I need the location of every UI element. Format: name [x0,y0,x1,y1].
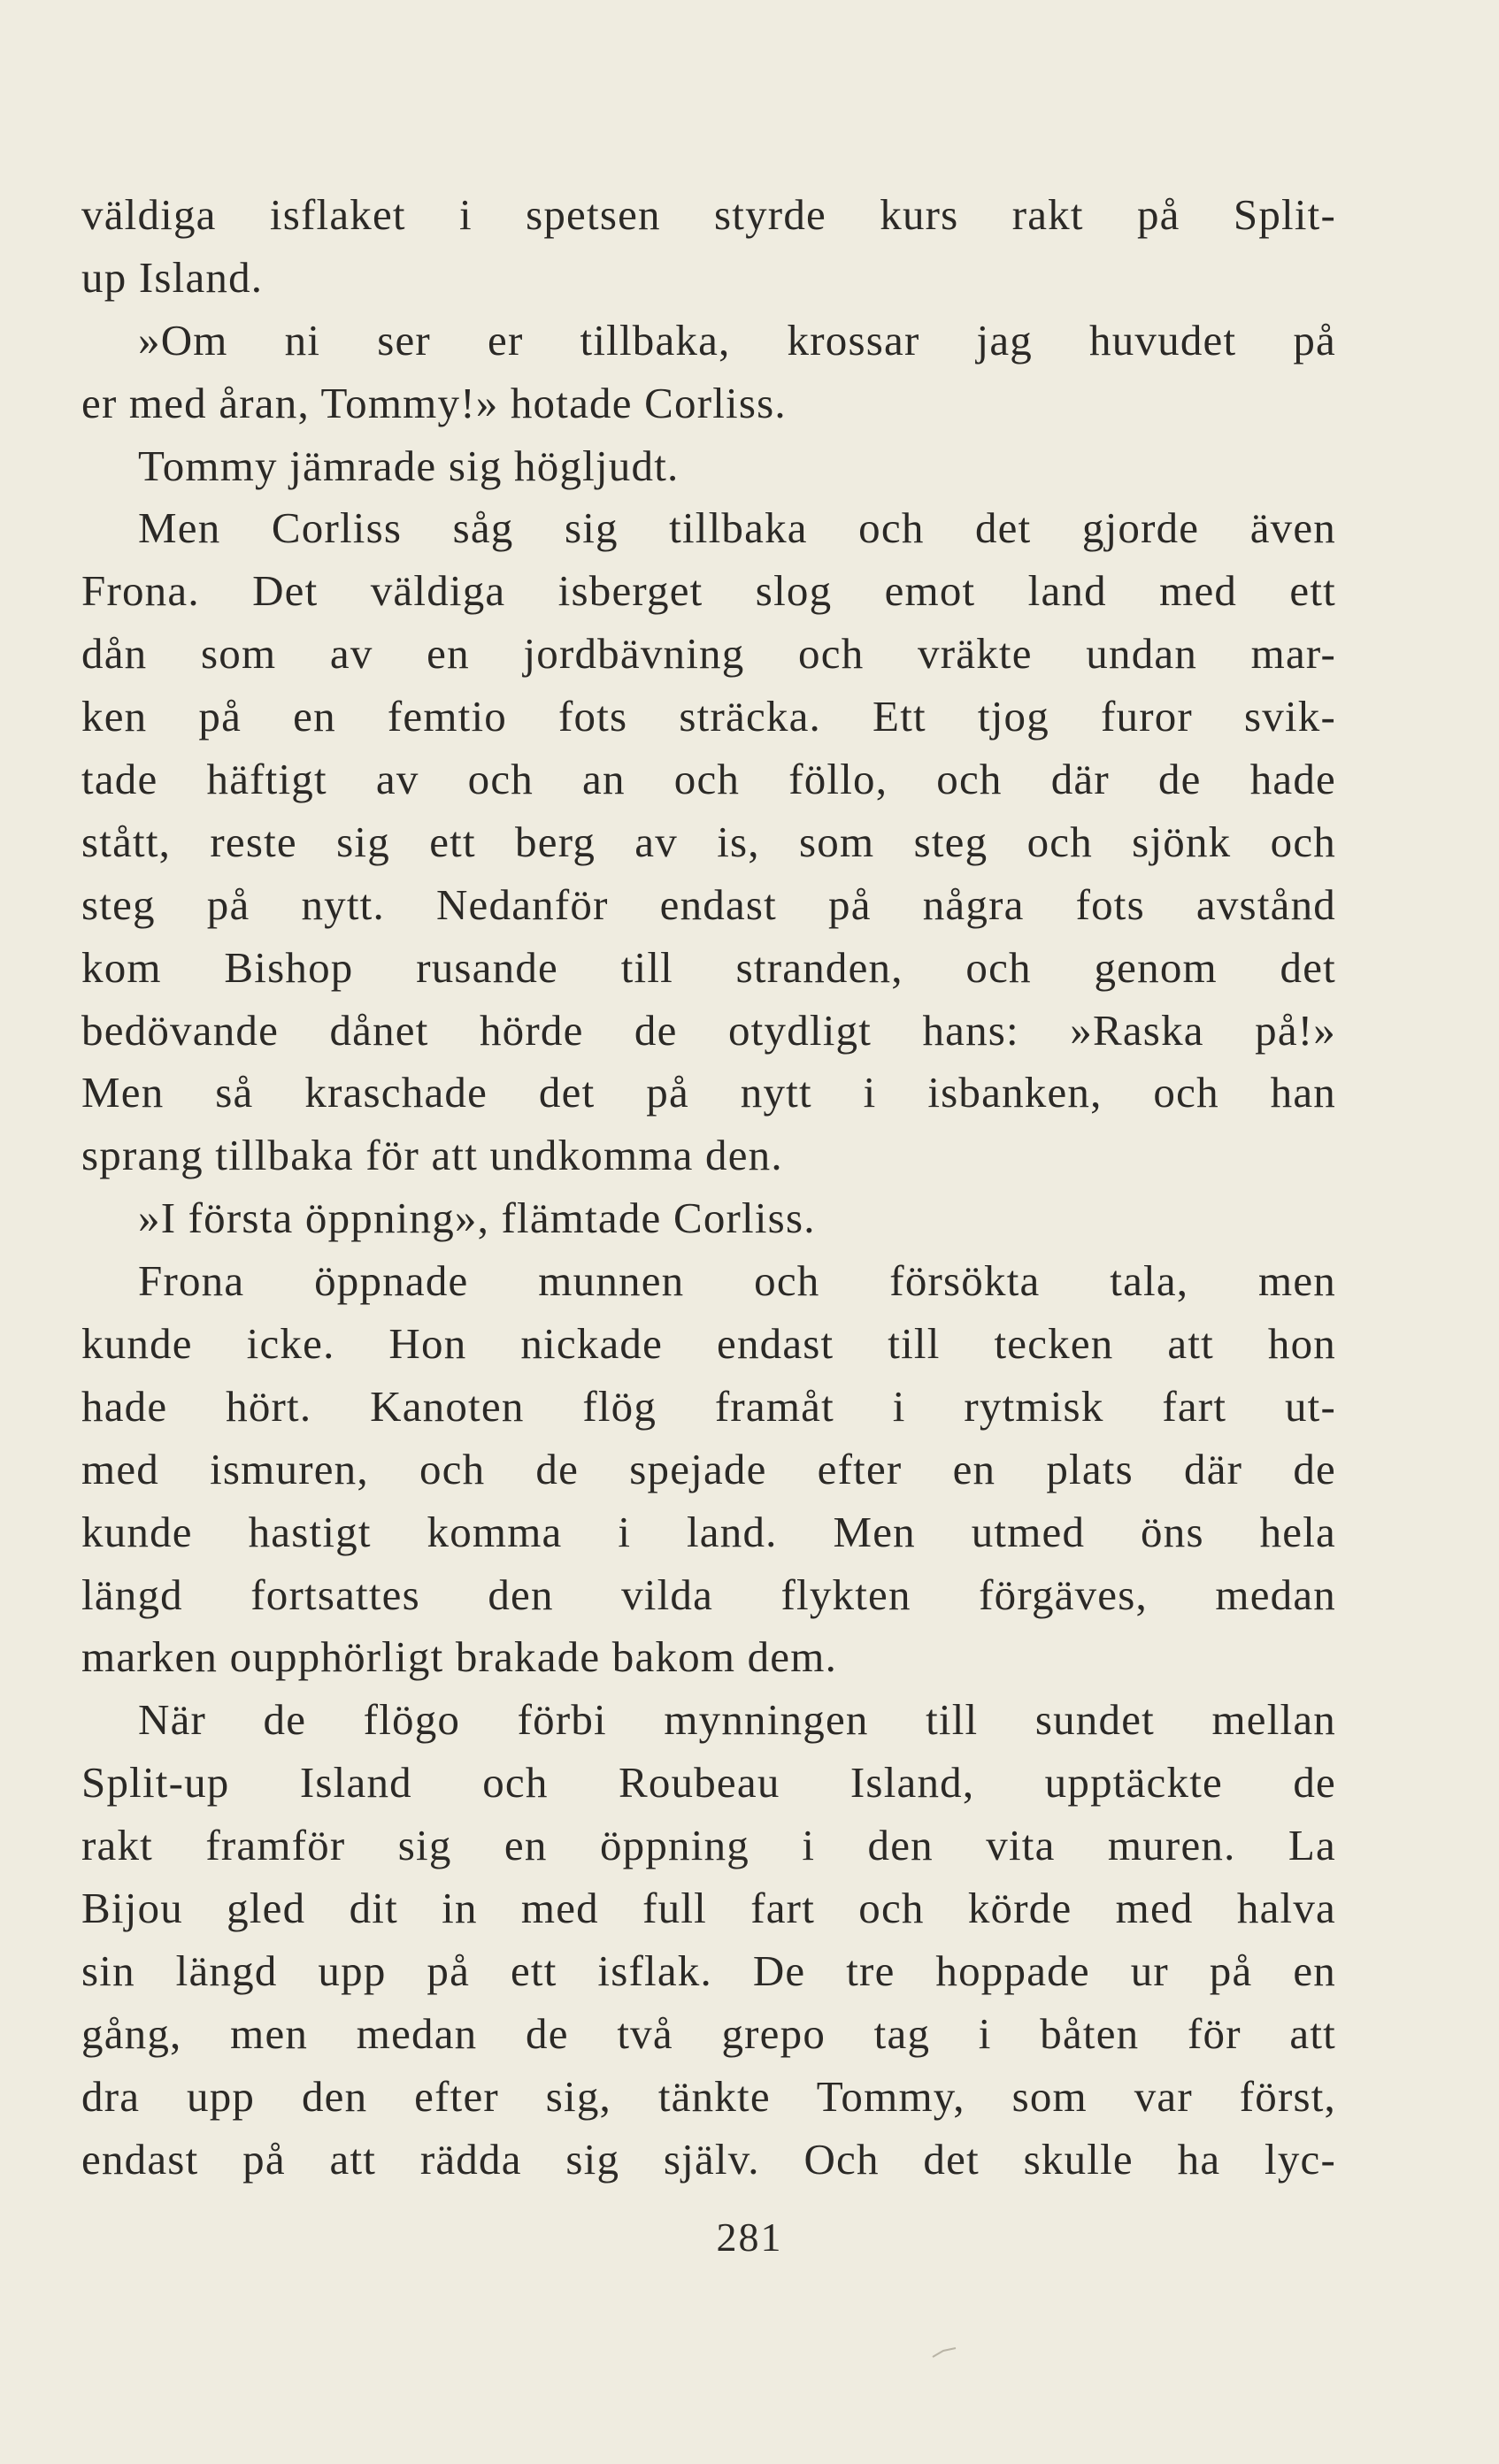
text-line: steg på nytt. Nedanför endast på några fots avstånd [81,879,1336,929]
text-line: Bijou gled dit in med full fart och körde med halva [81,1884,1336,1933]
text-line: endast på att rädda sig själv. Och det skulle ha lyc- [81,2134,1336,2184]
text-line: kunde hastigt komma i land. Men utmed öns hela [81,1507,1336,1556]
text-line: väldiga isflaket i spetsen styrde kurs rakt på Split- [81,190,1336,239]
text-line: gång, men medan de två grepo tag i båten för att [81,2008,1336,2058]
text-line: Split-up Island och Roubeau Island, upptäckte de [81,1758,1336,1808]
text-line: kunde icke. Hon nickade endast till tecken att hon [81,1319,1336,1369]
text-line: »I första öppning», flämtade Corliss. [138,1194,816,1243]
text-line: kom Bishop rusande till stranden, och genom det [81,942,1336,992]
text-line: sprang tillbaka för att undkomma den. [81,1131,783,1180]
text-line: Men Corliss såg sig tillbaka och det gjorde även [138,503,1336,553]
text-line: stått, reste sig ett berg av is, som steg och sjönk och [81,817,1336,866]
text-line: hade hört. Kanoten flög framåt i rytmisk fart ut- [81,1381,1336,1431]
text-line: Men så kraschade det på nytt i isbanken, och han [81,1068,1336,1117]
text-line: up Island. [81,252,264,302]
text-line: Tommy jämrade sig högljudt. [138,441,680,490]
body-text [81,184,1336,2192]
text-line: Frona. Det väldiga isberget slog emot land med ett [81,566,1336,616]
text-line: Frona öppnade munnen och försökta tala, men [138,1256,1336,1306]
text-line: dra upp den efter sig, tänkte Tommy, som var först, [81,2071,1336,2121]
text-line: med ismuren, och de spejade efter en plats där de [81,1444,1336,1493]
text-line: längd fortsattes den vilda flykten förgäves, medan [81,1570,1336,1619]
text-line: ken på en femtio fots sträcka. Ett tjog furor svik- [81,692,1336,741]
text-line: marken oupphörligt brakade bakom dem. [81,1632,838,1682]
text-line: »Om ni ser er tillbaka, krossar jag huvudet på [138,315,1336,365]
text-line: sin längd upp på ett isflak. De tre hoppade ur på en [81,1946,1336,1995]
text-line: När de flögo förbi mynningen till sundet mellan [138,1695,1336,1745]
paper-speck [931,2346,957,2359]
text-line: dån som av en jordbävning och vräkte undan mar- [81,629,1336,679]
text-line: bedövande dånet hörde de otydligt hans: »Raska på!» [81,1005,1336,1055]
page-number: 281 [716,2215,783,2260]
text-line: tade häftigt av och an och föllo, och där de hade [81,755,1336,804]
text-line: er med åran, Tommy!» hotade Corliss. [81,378,787,427]
text-line: rakt framför sig en öppning i den vita muren. La [81,1821,1336,1870]
